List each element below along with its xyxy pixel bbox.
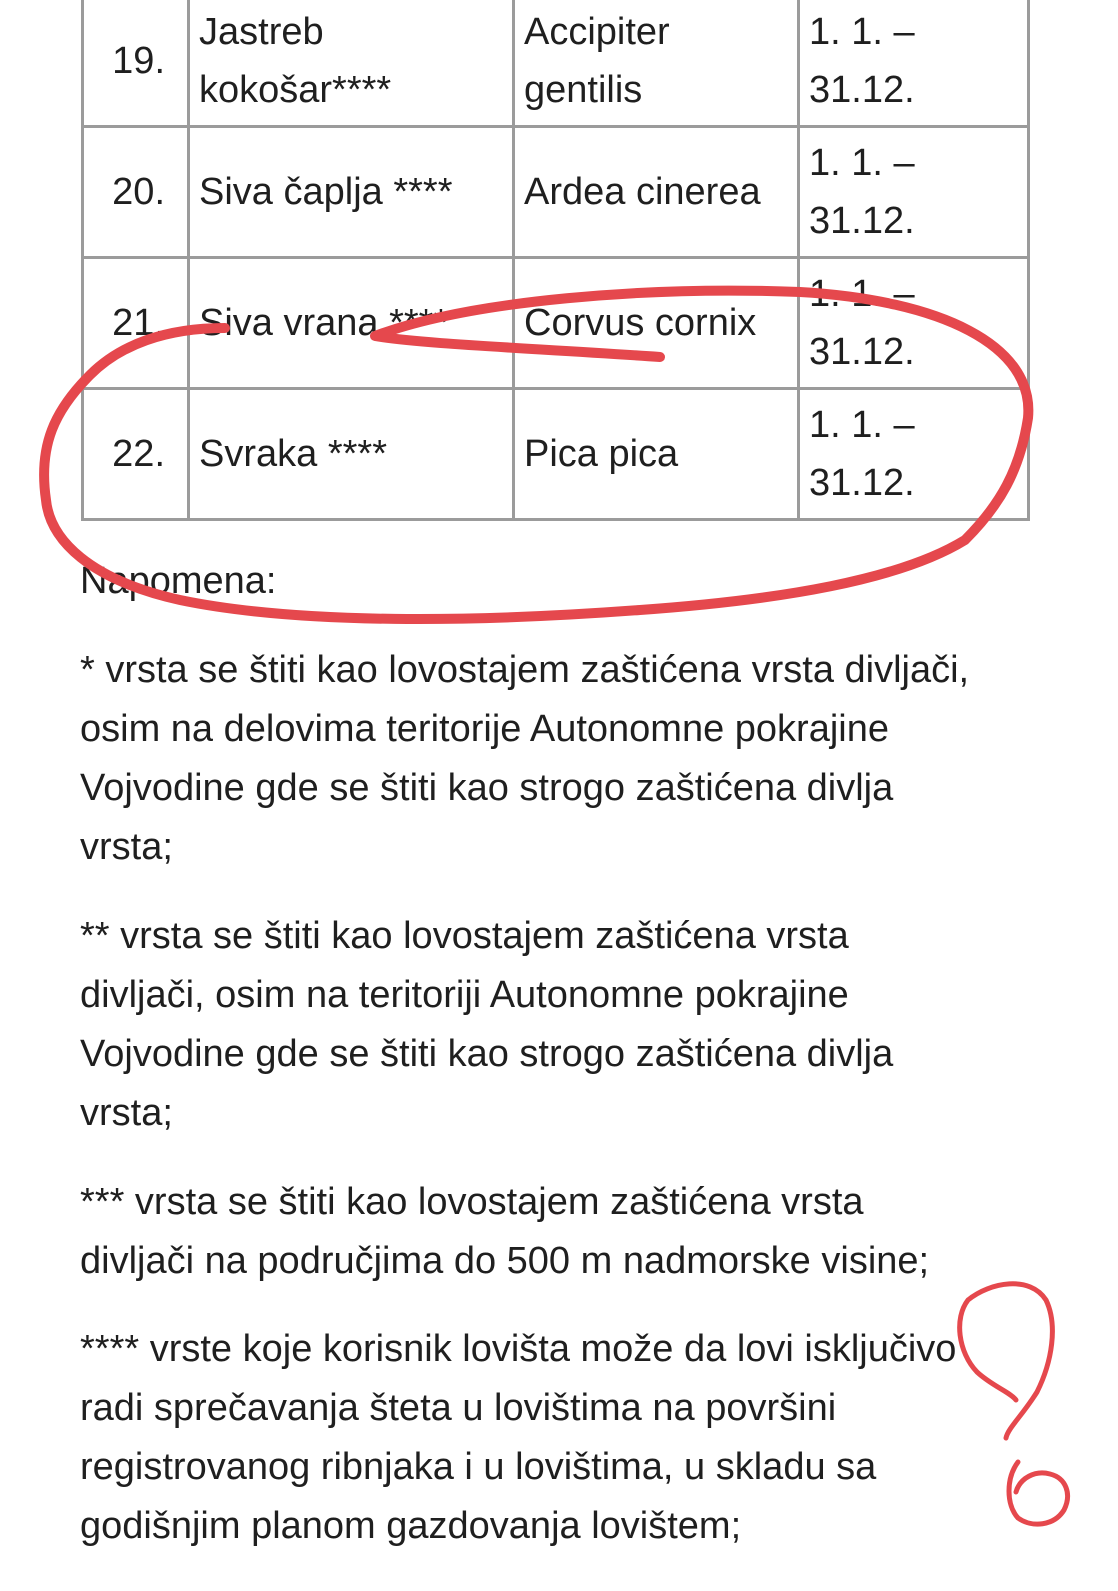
latin-name: Ardea cinerea [514, 127, 799, 258]
species-table [81, 0, 1030, 521]
row-number: 21. [83, 258, 189, 389]
protection-period: 1. 1. – 31.12. [799, 127, 1029, 258]
protection-period: 1. 1. – 31.12. [799, 258, 1029, 389]
species-name: Jastreb kokošar**** [189, 0, 514, 127]
note-item: * vrsta se štiti kao lovostajem zaštićena vrsta divljači, osim na delovima teritorije Autonomne pokrajine Vojvodine gde se štiti kao strogo zaštićena divlja vrsta; [80, 649, 970, 868]
protection-period: 1. 1. – 31.12. [799, 0, 1029, 127]
note-item: **** vrste koje korisnik lovišta može da lovi isključivo radi sprečavanja šteta u lovištima na površini registrovanog ribnjaka i u lovištima, u skladu sa godišnjim planom gazdovanja lovištem; [80, 1328, 957, 1547]
table-row [83, 389, 1029, 520]
latin-name: Accipiter gentilis [514, 0, 799, 127]
latin-name: Corvus cornix [514, 258, 799, 389]
note-item: *** vrsta se štiti kao lovostajem zaštićena vrsta divljači na područjima do 500 m nadmorske visine; [80, 1181, 930, 1282]
note-item: ** vrsta se štiti kao lovostajem zaštićena vrsta divljači, osim na teritoriji Autonomne pokrajine Vojvodine gde se štiti kao strogo zaštićena divlja vrsta; [80, 915, 894, 1134]
species-name: Siva čaplja **** [189, 127, 514, 258]
protection-period: 1. 1. – 31.12. [799, 389, 1029, 520]
species-name: Siva vrana **** [189, 258, 514, 389]
row-number: 22. [83, 389, 189, 520]
table-row [83, 258, 1029, 389]
question-mark-dot-annotation [1009, 1462, 1068, 1524]
row-number: 20. [83, 127, 189, 258]
notes-heading: Napomena: [80, 560, 277, 602]
row-number: 19. [83, 0, 189, 127]
table-row [83, 127, 1029, 258]
latin-name: Pica pica [514, 389, 799, 520]
table-row [83, 0, 1029, 127]
species-name: Svraka **** [189, 389, 514, 520]
